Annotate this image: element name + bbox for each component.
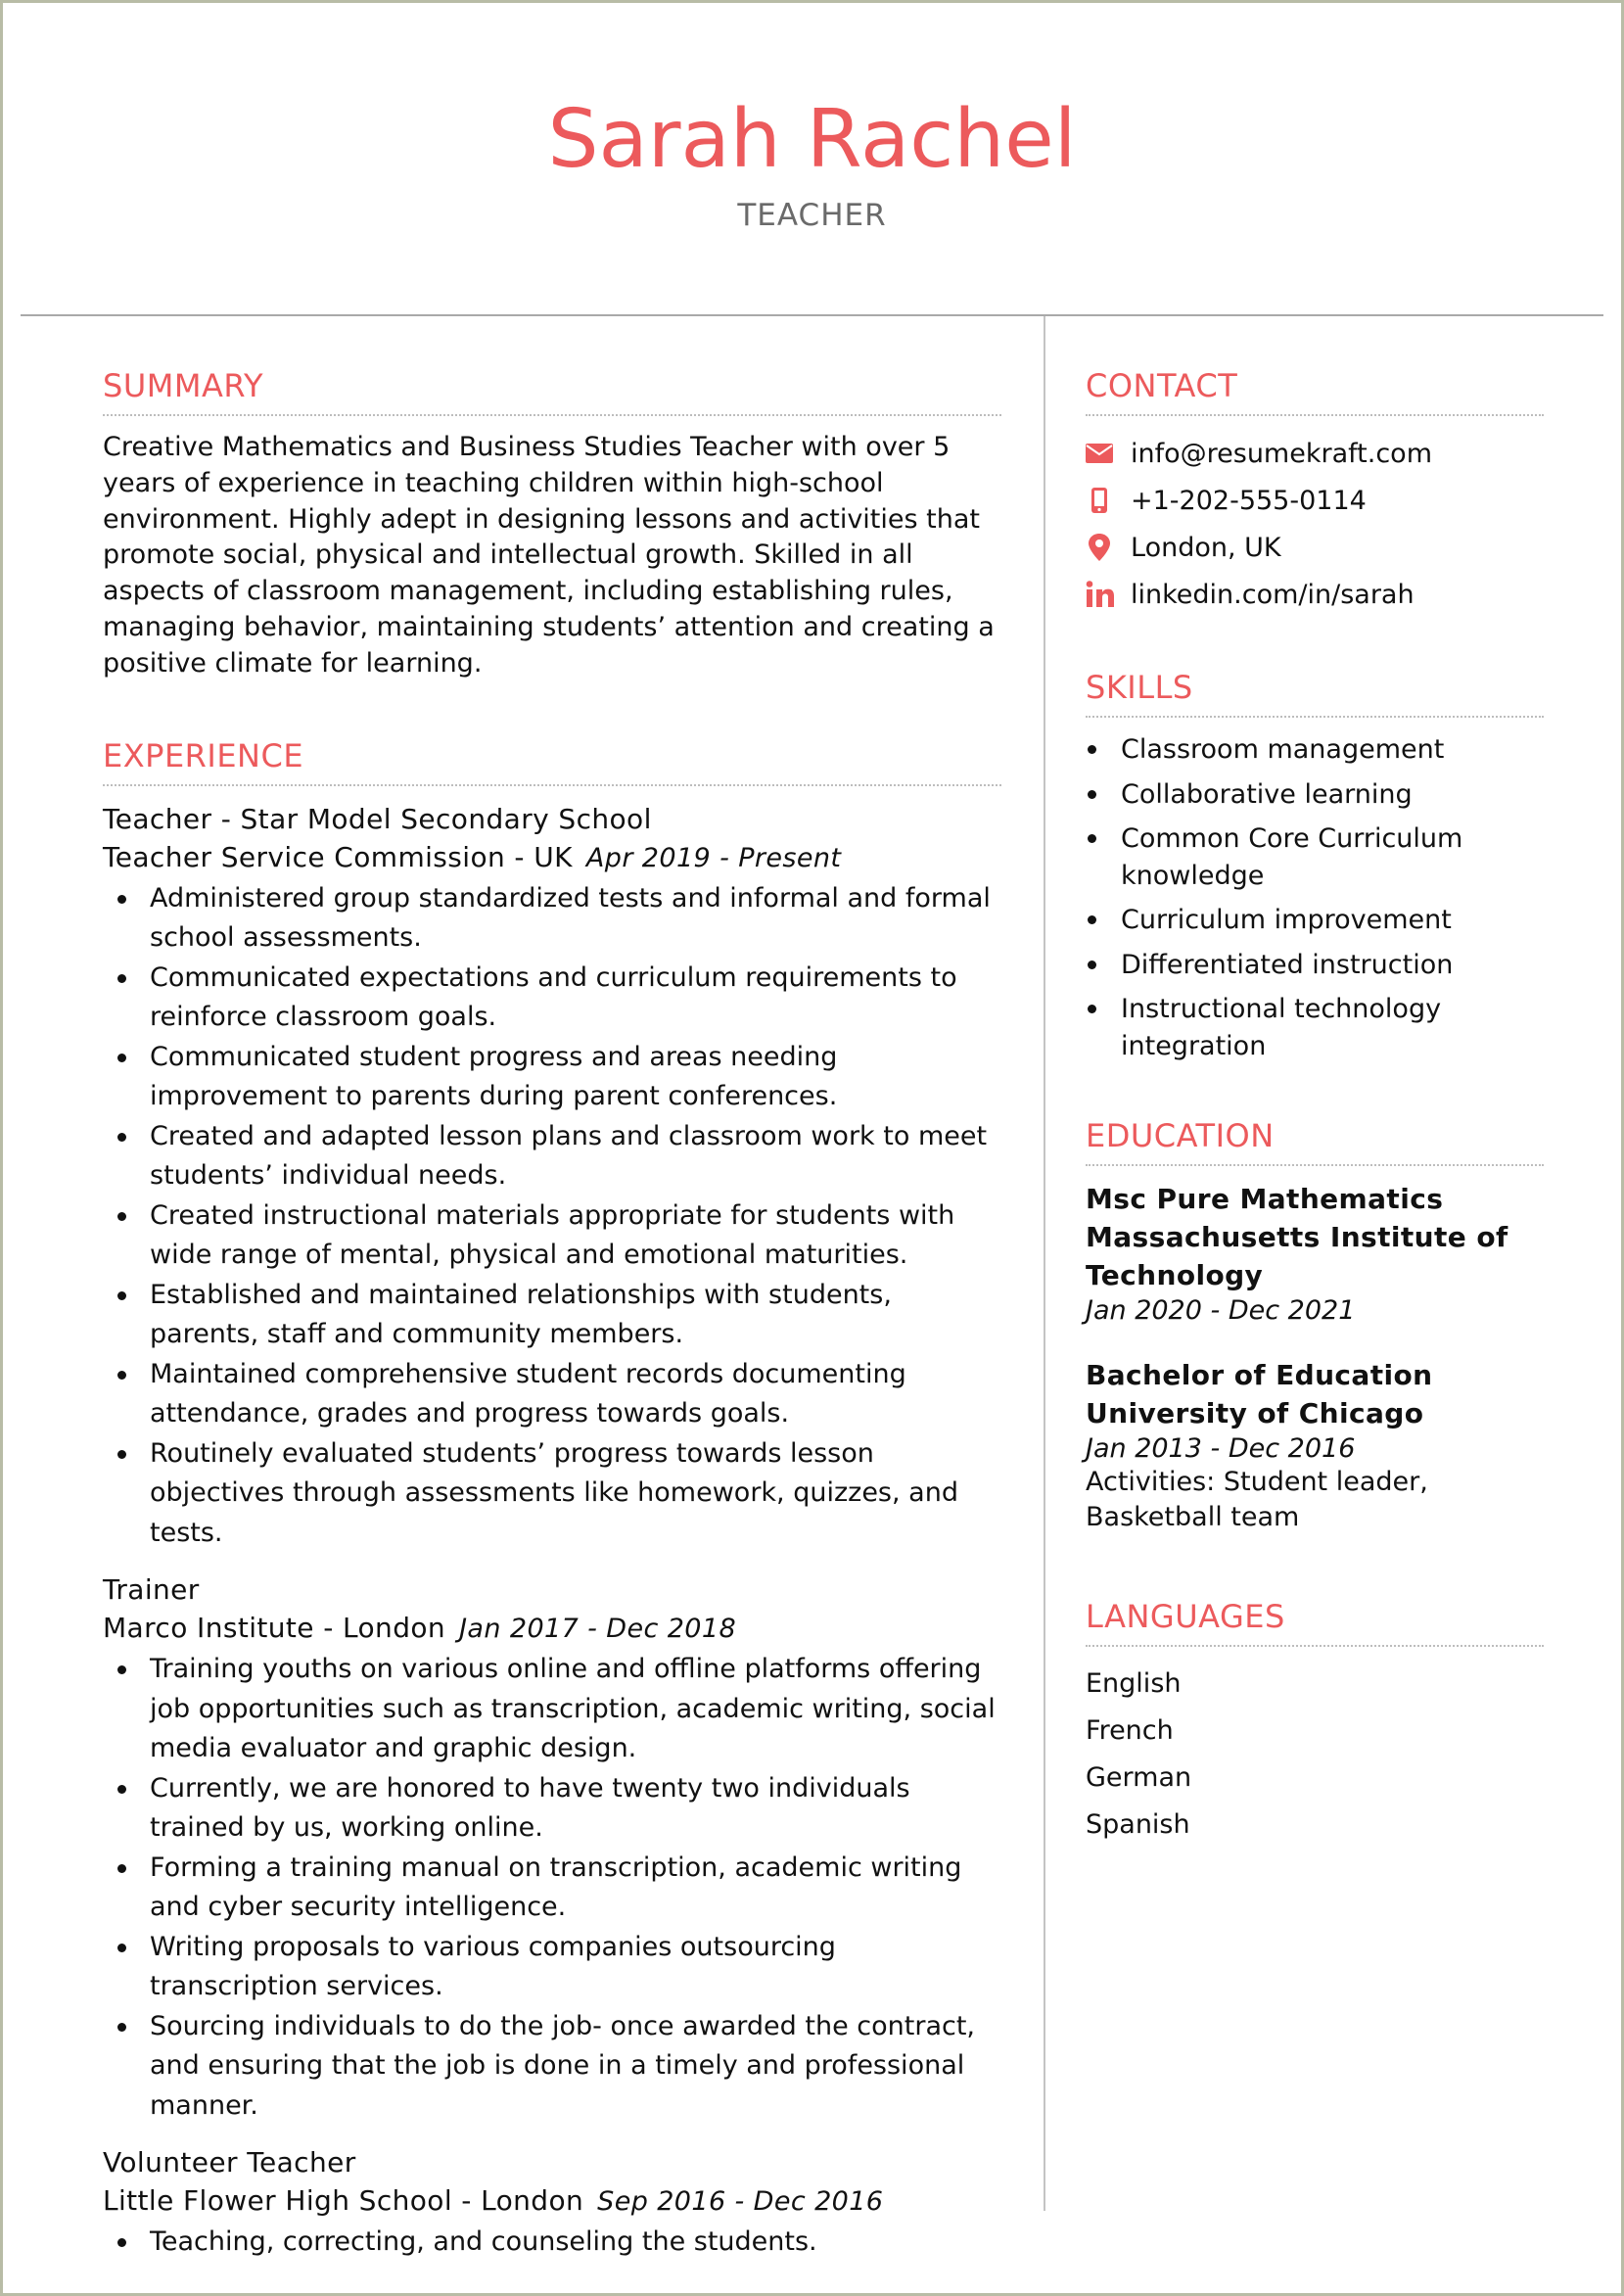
education-date: Jan 2013 - Dec 2016 [1086, 1433, 1356, 1464]
contact-email [1086, 430, 1544, 477]
location-pin-icon [1086, 533, 1131, 562]
email-text[interactable]: info@resumekraft.com [1131, 438, 1432, 469]
skills-list [1086, 731, 1544, 1064]
candidate-name: Sarah Rachel [547, 93, 1077, 186]
contact-section [1086, 367, 1544, 618]
job-org: Marco Institute - London [103, 1612, 446, 1645]
list-item: Forming a training manual on transcription, academic writing and cyber security intelligence. [103, 1849, 1001, 1928]
column-divider [1044, 316, 1045, 2211]
summary-section [103, 367, 1001, 682]
contact-linkedin [1086, 571, 1544, 618]
experience-heading: EXPERIENCE [103, 737, 1001, 786]
job-date: Jan 2017 - Dec 2018 [459, 1614, 737, 1645]
skill-item: Common Core Curriculum knowledge [1086, 820, 1544, 894]
list-item: Communicated student progress and areas needing improvement to parents during parent conferences. [103, 1038, 1001, 1117]
job-title: Teacher - Star Model Secondary School [103, 802, 652, 835]
list-item: Writing proposals to various companies outsourcing transcription services. [103, 1928, 1001, 2007]
education-entry [1086, 1356, 1544, 1535]
linkedin-icon [1086, 581, 1131, 608]
education-heading: EDUCATION [1086, 1117, 1544, 1166]
education-date: Jan 2020 - Dec 2021 [1086, 1295, 1356, 1326]
job-title: Volunteer Teacher [103, 2146, 356, 2179]
language-item: German [1086, 1762, 1192, 1793]
language-item: English [1086, 1668, 1182, 1699]
list-item: Teaching, correcting, and counseling the students. [103, 2223, 1001, 2263]
contact-heading: CONTACT [1086, 367, 1544, 416]
resume-header [3, 93, 1621, 234]
education-degree: Msc Pure Mathematics [1086, 1183, 1444, 1215]
skill-item: Classroom management [1086, 731, 1544, 769]
contact-phone [1086, 477, 1544, 524]
header-divider [21, 314, 1603, 316]
education-entry [1086, 1180, 1544, 1327]
list-item: Created instructional materials appropriate for students with wide range of mental, physical and emotional maturities. [103, 1196, 1001, 1276]
phone-icon [1086, 487, 1131, 514]
right-column [1086, 367, 1544, 1849]
languages-heading: LANGUAGES [1086, 1598, 1544, 1647]
education-section [1086, 1117, 1544, 1535]
job-org: Little Flower High School - London [103, 2184, 584, 2218]
list-item: Currently, we are honored to have twenty two individuals trained by us, working online. [103, 1769, 1001, 1849]
languages-section [1086, 1598, 1544, 1849]
left-column [103, 367, 1001, 2263]
job-entry [103, 1570, 1001, 2126]
job-date: Apr 2019 - Present [585, 842, 842, 873]
job-title: Trainer [103, 1573, 200, 1607]
job-org: Teacher Service Commission - UK [103, 840, 573, 873]
job-entry [103, 2143, 1001, 2263]
summary-heading: SUMMARY [103, 367, 1001, 416]
list-item: Administered group standardized tests and informal and formal school assessments. [103, 879, 1001, 959]
job-org-line [103, 2181, 1001, 2221]
list-item: Routinely evaluated students’ progress towards lesson objectives through assessments like homework, quizzes, and tests. [103, 1434, 1001, 1554]
job-bullets [103, 879, 1001, 1554]
contact-location [1086, 524, 1544, 571]
job-entry [103, 800, 1001, 1554]
job-bullets [103, 1650, 1001, 2126]
skills-heading: SKILLS [1086, 669, 1544, 718]
skill-item: Differentiated instruction [1086, 947, 1544, 984]
education-school: University of Chicago [1086, 1397, 1424, 1429]
job-date: Sep 2016 - Dec 2016 [597, 2186, 884, 2218]
list-item: Training youths on various online and offline platforms offering job opportunities such as transcription, academic writing, social media evaluator and graphic design. [103, 1650, 1001, 1769]
job-org-line [103, 838, 1001, 877]
phone-text[interactable]: +1-202-555-0114 [1131, 485, 1367, 516]
list-item: Maintained comprehensive student records documenting attendance, grades and progress towards goals. [103, 1355, 1001, 1434]
email-icon [1086, 444, 1131, 463]
list-item: Established and maintained relationships with students, parents, staff and community members. [103, 1276, 1001, 1355]
list-item: Created and adapted lesson plans and classroom work to meet students’ individual needs. [103, 1117, 1001, 1196]
summary-text: Creative Mathematics and Business Studies Teacher with over 5 years of experience in teaching children within high-school environment. Highly adept in designing lessons and activities that promote social, physical and intellectual growth. Skilled in all aspects of classroom management, including establishing rules, managing behavior, maintaining students’ attention and creating a positive climate for learning. [103, 432, 995, 679]
list-item: Sourcing individuals to do the job- once awarded the contract, and ensuring that the job is done in a timely and professional manner. [103, 2007, 1001, 2127]
education-school: Massachusetts Institute of Technology [1086, 1221, 1508, 1291]
education-activities: Activities: Student leader, Basketball team [1086, 1467, 1428, 1532]
language-item: Spanish [1086, 1809, 1190, 1840]
skill-item: Collaborative learning [1086, 776, 1544, 814]
education-degree: Bachelor of Education [1086, 1359, 1433, 1391]
skill-item: Curriculum improvement [1086, 902, 1544, 939]
language-item: French [1086, 1715, 1174, 1746]
experience-section [103, 737, 1001, 2263]
skills-section [1086, 669, 1544, 1064]
candidate-title: TEACHER [737, 198, 887, 234]
linkedin-text[interactable]: linkedin.com/in/sarah [1131, 579, 1415, 610]
list-item: Communicated expectations and curriculum requirements to reinforce classroom goals. [103, 959, 1001, 1038]
location-text: London, UK [1131, 532, 1281, 563]
job-org-line [103, 1609, 1001, 1648]
skill-item: Instructional technology integration [1086, 991, 1544, 1064]
job-bullets [103, 2223, 1001, 2263]
